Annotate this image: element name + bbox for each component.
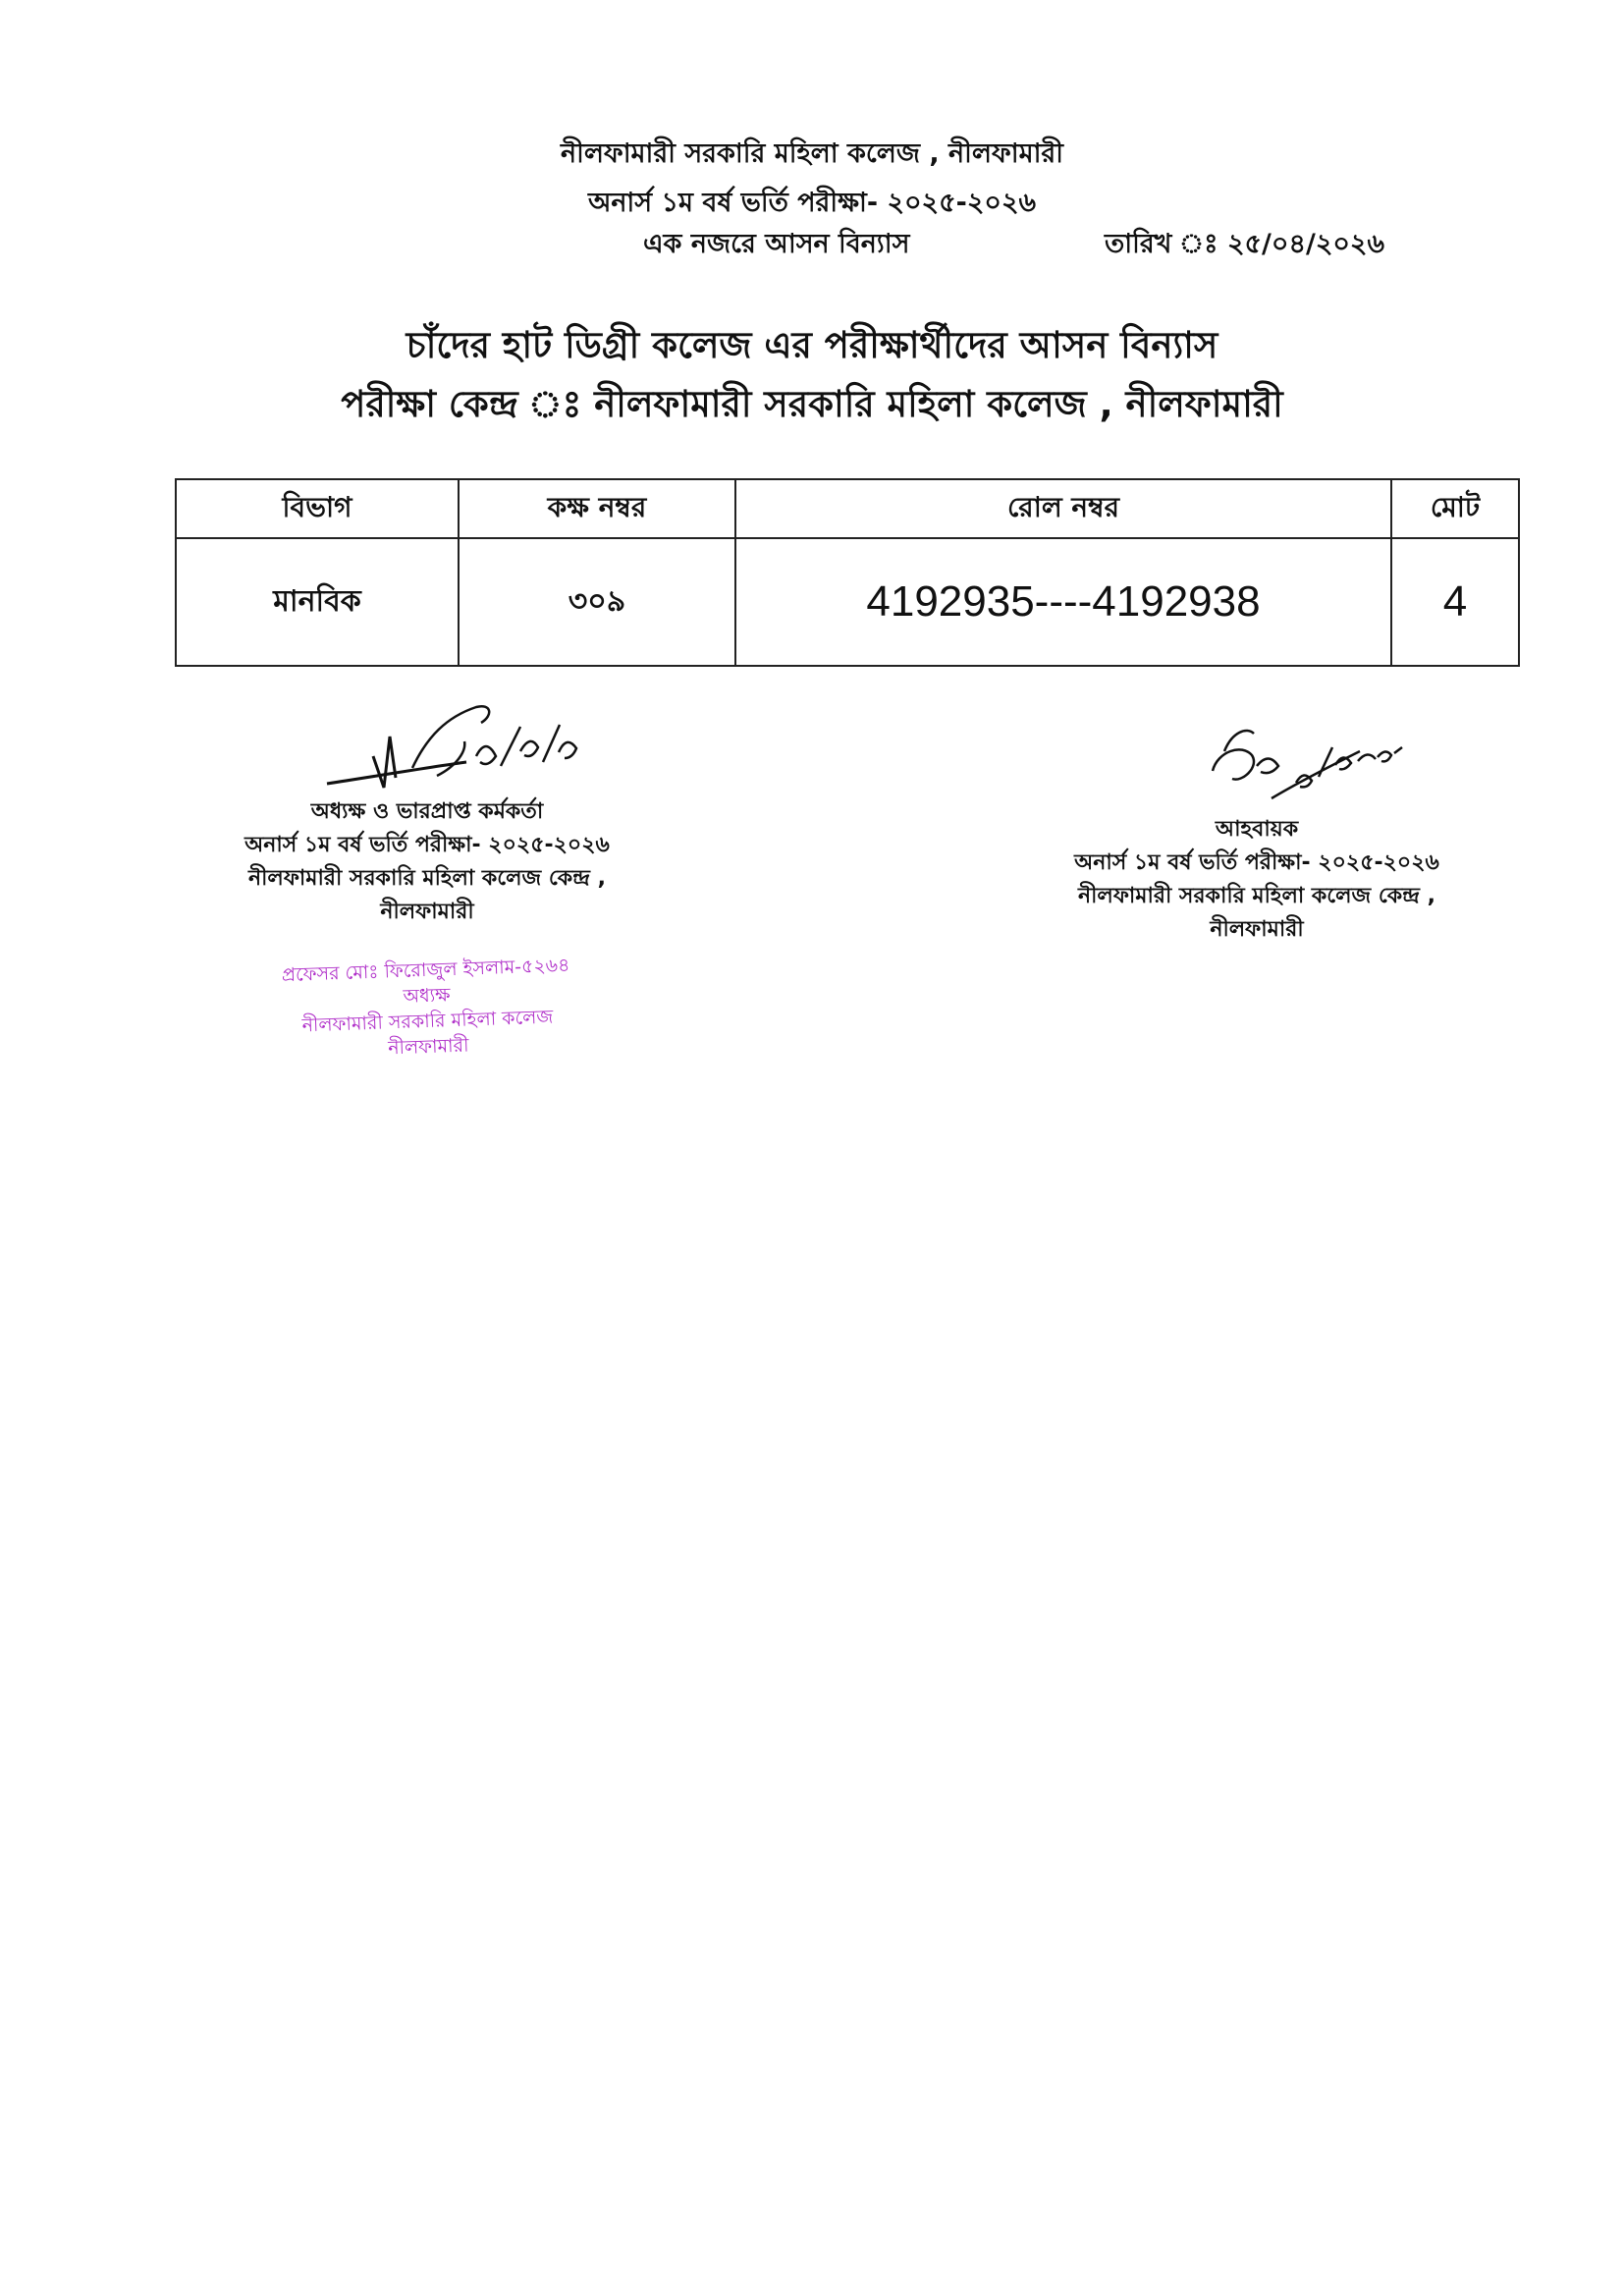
principal-seal [248, 952, 605, 1066]
cell-room: ৩০৯ [459, 538, 735, 666]
col-total: মোট [1391, 479, 1519, 538]
col-roll: রোল নম্বর [735, 479, 1391, 538]
left-signature [319, 697, 584, 795]
left-place: নীলফামারী [380, 900, 474, 924]
seal-place: নীলফামারী [387, 1034, 469, 1060]
date-label: তারিখ ঃ ২৫/০৪/২০২৬ [1105, 229, 1385, 259]
table-row [176, 538, 1519, 666]
layout-title: এক নজরে আসন বিন্যাস [643, 229, 910, 259]
col-department: বিভাগ [176, 479, 459, 538]
college-seating-heading: চাঁদের হাট ডিগ্রী কলেজ এর পরীক্ষার্থীদের আসন বিন্যাস [406, 324, 1218, 366]
table-header-row [176, 479, 1519, 538]
right-signature [1203, 722, 1409, 810]
cell-total: 4 [1391, 538, 1519, 666]
seating-table [175, 478, 1520, 667]
left-exam: অনার্স ১ম বর্ষ ভর্তি পরীক্ষা- ২০২৫-২০২৬ [244, 833, 610, 857]
right-place: নীলফামারী [1210, 917, 1304, 942]
right-center: নীলফামারী সরকারি মহিলা কলেজ কেন্দ্র , [1078, 884, 1435, 908]
right-role: আহবায়ক [1215, 817, 1299, 842]
right-exam: অনার্স ১ম বর্ষ ভর্তি পরীক্ষা- ২০২৫-২০২৬ [1074, 850, 1439, 875]
seal-college: নীলফামারী সরকারি মহিলা কলেজ [301, 1006, 554, 1037]
college-title: নীলফামারী সরকারি মহিলা কলেজ , নীলফামারী [561, 138, 1063, 169]
seal-name: প্রফেসর মোঃ ফিরোজুল ইসলাম-৫২৬৪ [281, 954, 570, 987]
left-role: অধ্যক্ষ ও ভারপ্রাপ্ত কর্মকর্তা [310, 799, 544, 824]
cell-department: মানবিক [176, 538, 459, 666]
left-center: নীলফামারী সরকারি মহিলা কলেজ কেন্দ্র , [248, 866, 606, 891]
right-signature-block [1041, 813, 1473, 947]
left-signature-block [211, 795, 643, 929]
cell-roll-range: 4192935----4192938 [735, 538, 1391, 666]
seal-title: অধ্যক্ষ [403, 984, 451, 1008]
exam-title: অনার্স ১ম বর্ষ ভর্তি পরীক্ষা- ২০২৫-২০২৬ [587, 188, 1037, 218]
col-room: কক্ষ নম্বর [459, 479, 735, 538]
exam-center-heading: পরীক্ষা কেন্দ্র ঃ নীলফামারী সরকারি মহিলা কলেজ , নীলফামারী [341, 383, 1283, 425]
